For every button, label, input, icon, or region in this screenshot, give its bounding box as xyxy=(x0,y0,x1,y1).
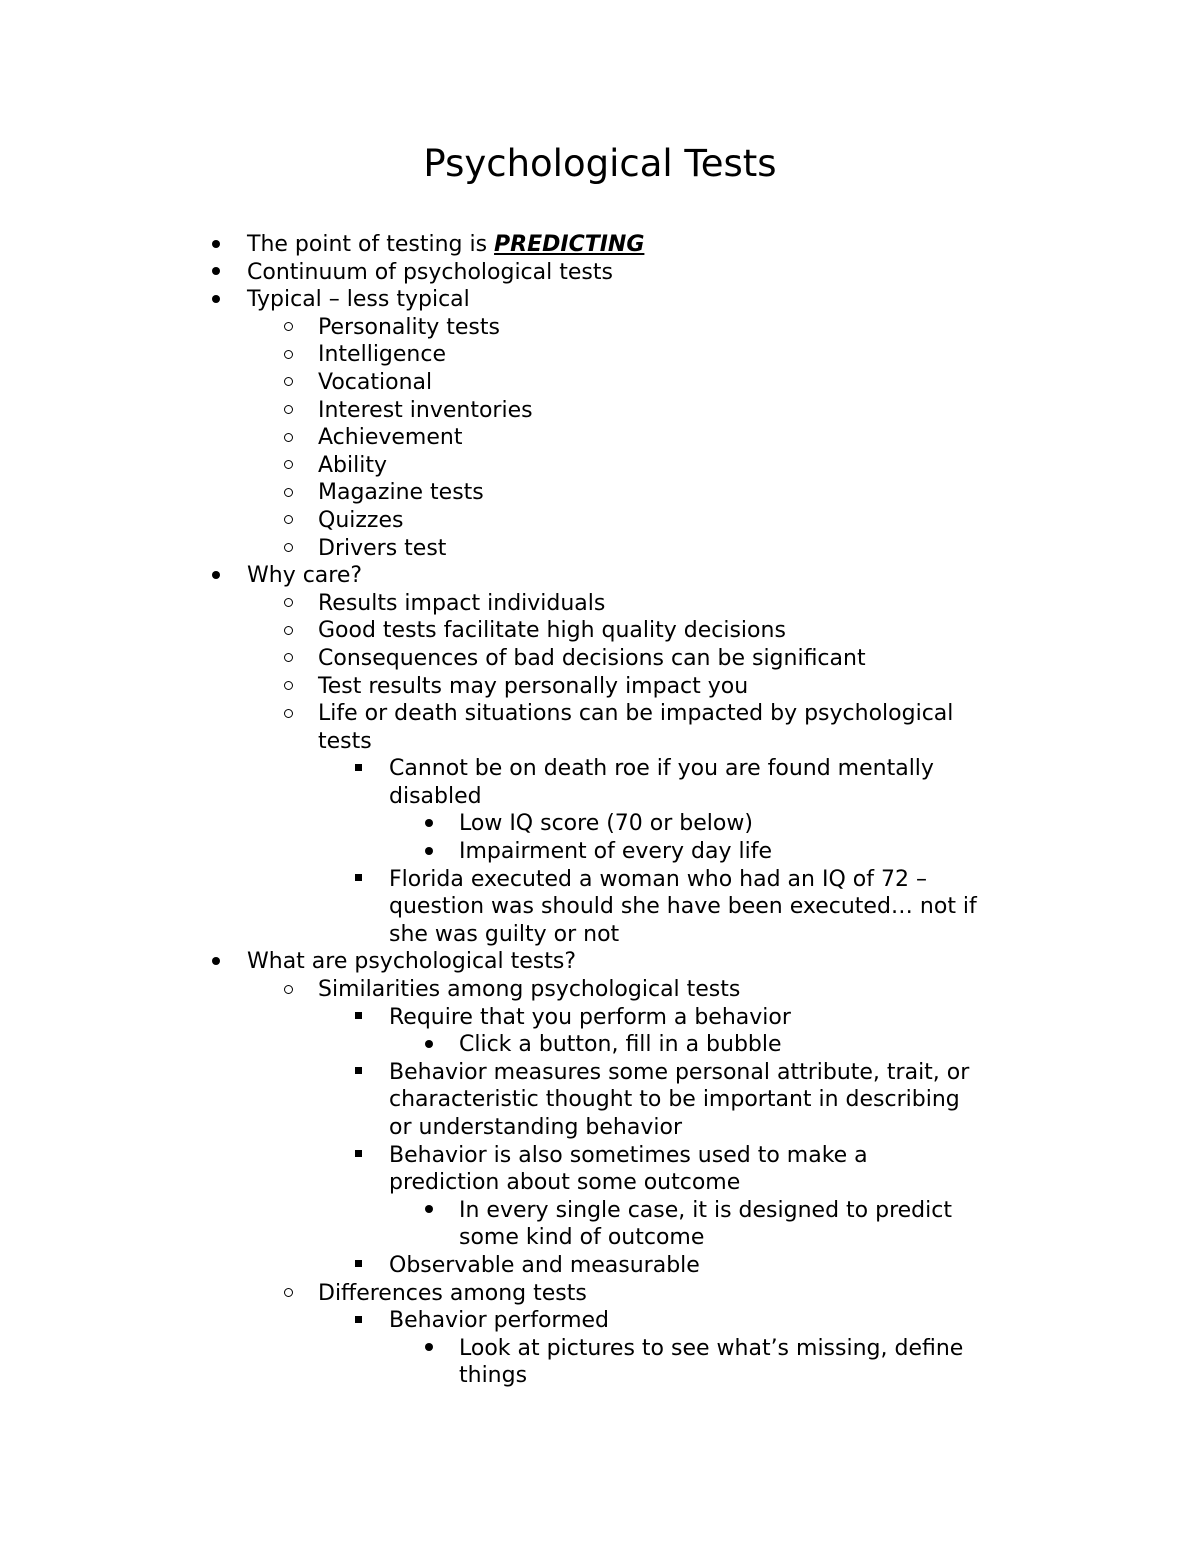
list-item-text: Life or death situations can be impacted by psychological xyxy=(318,701,954,727)
list-item-text: Low IQ score (70 or below) xyxy=(459,811,753,837)
bullet-ring-icon xyxy=(278,535,298,563)
list-item xyxy=(0,976,1200,1004)
list-item xyxy=(0,424,1200,452)
list-item-continuation xyxy=(0,1114,1200,1142)
list-item xyxy=(0,1197,1200,1225)
list-item-continuation xyxy=(0,893,1200,921)
bullet-dot-icon xyxy=(419,838,439,866)
bullet-ring-icon xyxy=(278,479,298,507)
list-item xyxy=(0,231,1200,259)
bullet-square-icon xyxy=(348,1142,368,1170)
list-item-continuation xyxy=(0,783,1200,811)
list-item xyxy=(0,259,1200,287)
list-item xyxy=(0,507,1200,535)
list-item-text: Cannot be on death roe if you are found mentally xyxy=(389,756,934,782)
bullet-square-icon xyxy=(348,1307,368,1335)
list-item-text: In every single case, it is designed to predict xyxy=(459,1197,952,1223)
list-item xyxy=(0,1307,1200,1335)
bullet-dot-icon xyxy=(206,286,226,314)
bullet-ring-icon xyxy=(278,452,298,480)
page-title: Psychological Tests xyxy=(423,142,777,185)
list-item xyxy=(0,810,1200,838)
list-item-continuation xyxy=(0,921,1200,949)
list-item xyxy=(0,397,1200,425)
bullet-ring-icon xyxy=(278,1280,298,1308)
list-item-text: some kind of outcome xyxy=(459,1225,705,1251)
list-item xyxy=(0,452,1200,480)
list-item-text: Magazine tests xyxy=(318,480,484,506)
bullet-square-icon xyxy=(348,1059,368,1087)
list-item-text: or understanding behavior xyxy=(389,1115,682,1140)
list-item-continuation xyxy=(0,728,1200,756)
list-item-text: Intelligence xyxy=(318,342,447,368)
bullet-ring-icon xyxy=(278,645,298,673)
list-item xyxy=(0,948,1200,976)
list-item-text: things xyxy=(459,1363,528,1389)
list-item xyxy=(0,1252,1200,1280)
list-item xyxy=(0,341,1200,369)
bullet-dot-icon xyxy=(206,948,226,976)
bullet-ring-icon xyxy=(278,314,298,342)
list-item xyxy=(0,673,1200,701)
list-item-text: Behavior is also sometimes used to make a xyxy=(389,1142,868,1168)
bullet-ring-icon xyxy=(278,397,298,425)
bullet-square-icon xyxy=(348,1252,368,1280)
list-item-text: Differences among tests xyxy=(318,1280,587,1306)
bullet-ring-icon xyxy=(278,617,298,645)
list-item-text: Good tests facilitate high quality decisions xyxy=(318,618,786,644)
bullet-dot-icon xyxy=(419,1197,439,1225)
list-item-text: Drivers test xyxy=(318,535,447,561)
list-item-text: Florida executed a woman who had an IQ of 72 – xyxy=(389,866,927,892)
list-item-text: Quizzes xyxy=(318,507,404,533)
list-item-text: What are psychological tests? xyxy=(247,949,577,975)
list-item-text: Observable and measurable xyxy=(389,1252,700,1278)
bullet-dot-icon xyxy=(206,259,226,287)
list-item-text: disabled xyxy=(389,783,482,809)
bullet-ring-icon xyxy=(278,341,298,369)
list-item-text: prediction about some outcome xyxy=(389,1170,741,1196)
bullet-ring-icon xyxy=(278,507,298,535)
list-item xyxy=(0,1004,1200,1032)
list-item xyxy=(0,1031,1200,1059)
bullet-dot-icon xyxy=(206,562,226,590)
list-item xyxy=(0,535,1200,563)
list-item xyxy=(0,590,1200,618)
list-item-text: Continuum of psychological tests xyxy=(247,259,613,285)
list-item-continuation xyxy=(0,1086,1200,1114)
bullet-ring-icon xyxy=(278,369,298,397)
bullet-ring-icon xyxy=(278,700,298,728)
list-item-text: Behavior performed xyxy=(389,1308,610,1334)
list-item xyxy=(0,866,1200,894)
bullet-dot-icon xyxy=(206,231,226,259)
list-item-text: Why care? xyxy=(247,563,363,589)
list-item-text: Consequences of bad decisions can be significant xyxy=(318,645,866,671)
list-item-text: Achievement xyxy=(318,425,463,451)
list-item-text: Behavior measures some personal attribute, trait, or xyxy=(389,1059,970,1085)
list-item xyxy=(0,1059,1200,1087)
list-item-continuation xyxy=(0,1224,1200,1252)
list-item-text: Typical – less typical xyxy=(247,287,470,313)
list-item-text: The point of testing is xyxy=(247,232,495,257)
list-item xyxy=(0,700,1200,728)
bullet-ring-icon xyxy=(278,424,298,452)
list-item-text: characteristic thought to be important in describing xyxy=(389,1087,960,1113)
list-item-text: Interest inventories xyxy=(318,397,533,423)
list-item-text: Impairment of every day life xyxy=(459,839,772,865)
list-item xyxy=(0,1335,1200,1363)
list-item-text: tests xyxy=(318,728,372,754)
list-item-text: she was guilty or not xyxy=(389,921,620,947)
bullet-dot-icon xyxy=(419,1335,439,1363)
list-item xyxy=(0,314,1200,342)
list-item-text: Click a button, fill in a bubble xyxy=(459,1032,782,1058)
emphasis-text: PREDICTING xyxy=(494,232,645,257)
bullet-square-icon xyxy=(348,866,368,894)
list-item xyxy=(0,369,1200,397)
list-item xyxy=(0,1280,1200,1308)
bullet-ring-icon xyxy=(278,590,298,618)
list-item-text: Results impact individuals xyxy=(318,590,606,616)
list-item xyxy=(0,562,1200,590)
outline-list xyxy=(0,231,1200,1390)
list-item-continuation xyxy=(0,1362,1200,1390)
bullet-square-icon xyxy=(348,755,368,783)
bullet-square-icon xyxy=(348,1004,368,1032)
list-item-text: Test results may personally impact you xyxy=(318,673,749,699)
bullet-dot-icon xyxy=(419,1031,439,1059)
list-item xyxy=(0,1142,1200,1170)
list-item-text: Ability xyxy=(318,452,387,478)
list-item xyxy=(0,838,1200,866)
list-item-continuation xyxy=(0,1169,1200,1197)
list-item-text: Require that you perform a behavior xyxy=(389,1004,791,1030)
bullet-ring-icon xyxy=(278,976,298,1004)
list-item-text: Similarities among psychological tests xyxy=(318,977,741,1003)
list-item-text: question was should she have been executed… not if xyxy=(389,894,977,920)
list-item-text: Vocational xyxy=(318,369,433,395)
bullet-dot-icon xyxy=(419,810,439,838)
bullet-ring-icon xyxy=(278,673,298,701)
list-item xyxy=(0,286,1200,314)
list-item xyxy=(0,755,1200,783)
list-item xyxy=(0,479,1200,507)
list-item-text: Look at pictures to see what’s missing, define xyxy=(459,1335,964,1361)
list-item xyxy=(0,617,1200,645)
list-item xyxy=(0,645,1200,673)
list-item-text: Personality tests xyxy=(318,314,500,340)
